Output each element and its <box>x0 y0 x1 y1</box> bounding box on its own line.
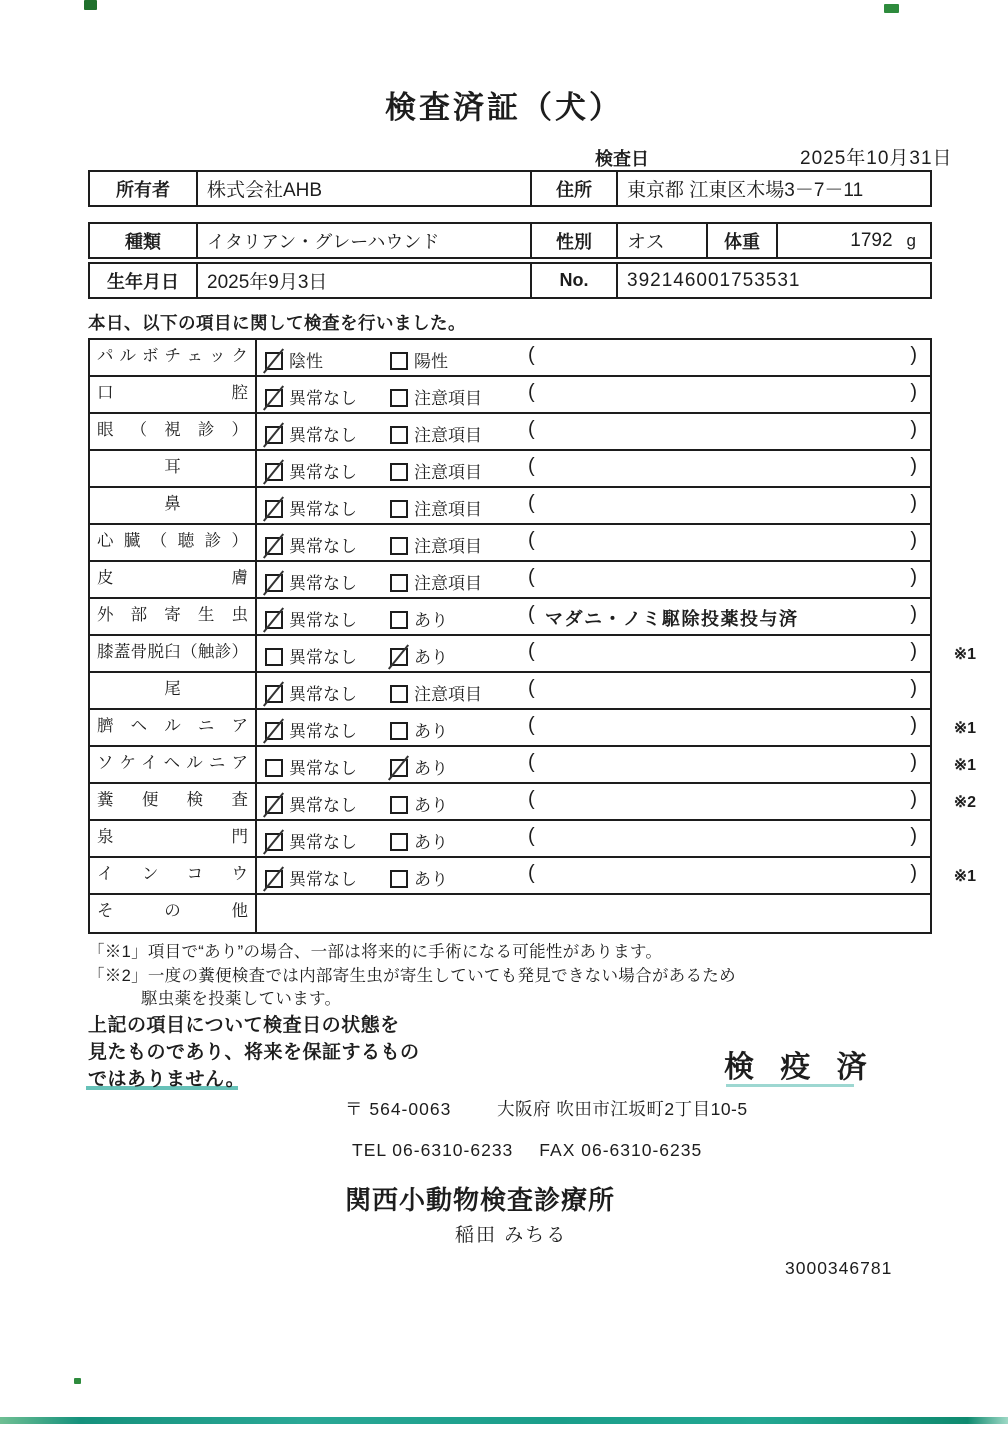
weight-label: 体重 <box>708 224 778 257</box>
option-positive <box>390 569 482 594</box>
checkbox-icon <box>390 500 408 518</box>
option-negative <box>265 791 357 816</box>
scan-artifact-bottom-left <box>74 1378 81 1384</box>
option-label: 異常なし <box>289 685 357 704</box>
option-negative <box>265 347 323 372</box>
paren-open: ( <box>528 529 535 551</box>
inspection-row <box>90 599 930 636</box>
clinic-address: 大阪府 吹田市江坂町2丁目10-5 <box>497 1099 748 1119</box>
no-label: No. <box>532 264 618 297</box>
option-label: 異常なし <box>289 574 357 593</box>
inspection-item-label: 眼（視診） <box>90 414 257 449</box>
row-remark: ※1 <box>953 757 976 774</box>
inspection-row <box>90 673 930 710</box>
checkbox-icon <box>265 463 283 481</box>
scan-artifact-bottom-line <box>0 1417 1008 1424</box>
inspection-item-label: 皮膚 <box>90 562 257 597</box>
paren-open: ( <box>528 677 535 699</box>
row-remark: ※1 <box>953 720 976 737</box>
paren-open: ( <box>528 381 535 403</box>
option-label: 異常なし <box>289 722 357 741</box>
checkbox-icon <box>390 389 408 407</box>
option-label: あり <box>414 833 448 852</box>
inspection-item-label: インコウ <box>90 858 257 893</box>
option-label: 注意項目 <box>414 685 482 704</box>
option-label: 注意項目 <box>414 574 482 593</box>
checkbox-icon <box>265 389 283 407</box>
option-label: 異常なし <box>289 648 357 667</box>
option-negative <box>265 569 357 594</box>
option-negative <box>265 680 357 705</box>
inspection-row <box>90 895 930 932</box>
pet-table-row2 <box>88 262 932 299</box>
inspection-row <box>90 525 930 562</box>
inspection-item-label: 泉門 <box>90 821 257 856</box>
inspection-item-content <box>257 451 930 486</box>
option-label: あり <box>414 759 448 778</box>
inspection-item-label: 外部寄生虫 <box>90 599 257 634</box>
option-positive <box>390 828 448 853</box>
option-label: 異常なし <box>289 833 357 852</box>
breed-label: 種類 <box>90 224 198 257</box>
checkbox-icon <box>390 833 408 851</box>
checkbox-icon <box>390 537 408 555</box>
inspection-item-content <box>257 858 930 893</box>
disclaimer-line1: 上記の項目について検査日の状態を <box>88 1015 400 1036</box>
option-label: 注意項目 <box>414 426 482 445</box>
inspection-item-label: 口腔 <box>90 377 257 412</box>
option-label: あり <box>414 870 448 889</box>
option-positive <box>390 643 448 668</box>
checkbox-icon <box>265 574 283 592</box>
scan-artifact-top-left <box>84 0 97 10</box>
option-negative <box>265 865 357 890</box>
paren-close: ) <box>910 677 917 699</box>
checkbox-icon <box>390 648 408 666</box>
option-negative <box>265 458 357 483</box>
inspection-row <box>90 858 976 895</box>
inspection-item-content <box>257 525 930 560</box>
paren-open: ( <box>528 344 535 366</box>
inspection-date-label: 検査日 <box>595 149 649 169</box>
inspection-row <box>90 414 930 451</box>
option-label: 異常なし <box>289 463 357 482</box>
inspection-row <box>90 747 976 784</box>
option-label: 注意項目 <box>414 537 482 556</box>
inspection-item-content <box>257 710 930 745</box>
option-label: 陽性 <box>414 352 448 371</box>
inspection-item-content <box>257 562 930 597</box>
weight-value: 1792 <box>850 229 893 251</box>
checkbox-icon <box>265 426 283 444</box>
option-label: 注意項目 <box>414 389 482 408</box>
inspection-note: マダニ・ノミ駆除投薬投与済 <box>545 609 799 629</box>
paren-open: ( <box>528 714 535 736</box>
paren-open: ( <box>528 751 535 773</box>
inspection-item-content <box>257 821 930 856</box>
clinic-postal-code: 〒 564-0063 <box>345 1099 452 1119</box>
inspection-item-label: 尾 <box>90 673 257 708</box>
row-remark: ※1 <box>953 646 976 663</box>
option-label: あり <box>414 648 448 667</box>
option-label: あり <box>414 611 448 630</box>
inspection-row <box>90 562 930 599</box>
paren-close: ) <box>910 566 917 588</box>
paren-close: ) <box>910 640 917 662</box>
owner-label: 所有者 <box>90 172 198 205</box>
footnote-1: 「※1」項目で“あり”の場合、一部は将来的に手術になる可能性があります。 <box>88 943 663 961</box>
inspection-item-label: 鼻 <box>90 488 257 523</box>
inspection-item-label: 糞便検査 <box>90 784 257 819</box>
option-negative <box>265 717 357 742</box>
option-negative <box>265 606 357 631</box>
checkbox-icon <box>390 611 408 629</box>
option-negative <box>265 532 357 557</box>
weight-unit: g <box>906 230 916 250</box>
weight-cell <box>778 224 930 257</box>
inspection-item-content <box>257 599 930 634</box>
paren-close: ) <box>910 862 917 884</box>
sex-label: 性別 <box>532 224 618 257</box>
checkbox-icon <box>265 759 283 777</box>
option-label: 異常なし <box>289 537 357 556</box>
option-label: 異常なし <box>289 500 357 519</box>
inspection-item-content <box>257 340 930 375</box>
paren-close: ) <box>910 455 917 477</box>
clinic-tel: TEL 06-6310-6233 <box>352 1140 514 1160</box>
checkbox-icon <box>265 352 283 370</box>
paren-close: ) <box>910 492 917 514</box>
option-positive <box>390 606 448 631</box>
option-label: 注意項目 <box>414 500 482 519</box>
disclaimer-line2: 見たものであり、将来を保証するもの <box>88 1042 420 1063</box>
paren-close: ) <box>910 751 917 773</box>
option-negative <box>265 643 357 668</box>
inspection-item-content <box>257 747 930 782</box>
option-positive <box>390 384 482 409</box>
checkbox-icon <box>265 722 283 740</box>
inspection-row <box>90 710 976 747</box>
owner-value: 株式会社AHB <box>198 172 532 205</box>
paren-open: ( <box>528 418 535 440</box>
inspection-row <box>90 377 930 414</box>
checkbox-icon <box>265 500 283 518</box>
option-label: 陰性 <box>289 352 323 371</box>
inspection-item-label: 耳 <box>90 451 257 486</box>
checkbox-icon <box>390 574 408 592</box>
footnote-2-line1: 「※2」一度の糞便検査では内部寄生虫が寄生していても発見できない場合があるため <box>88 967 736 985</box>
veterinarian-name: 稲田 みちる <box>455 1225 568 1246</box>
option-label: 注意項目 <box>414 463 482 482</box>
clinic-name: 関西小動物検査診療所 <box>345 1185 616 1215</box>
checkbox-icon <box>265 537 283 555</box>
pet-table-row1 <box>88 222 932 259</box>
inspection-item-content <box>257 636 930 671</box>
checkbox-icon <box>390 463 408 481</box>
inspection-item-content <box>257 414 930 449</box>
option-positive <box>390 791 448 816</box>
option-label: 異常なし <box>289 796 357 815</box>
checkbox-icon <box>390 870 408 888</box>
option-positive <box>390 347 448 372</box>
paren-open: ( <box>528 603 535 625</box>
row-remark: ※2 <box>953 794 976 811</box>
disclaimer-text <box>88 1012 420 1093</box>
checkbox-icon <box>265 685 283 703</box>
paren-close: ) <box>910 825 917 847</box>
inspection-item-label: ソケイヘルニア <box>90 747 257 782</box>
inspection-date-value: 2025年10月31日 <box>800 148 953 169</box>
option-label: 異常なし <box>289 389 357 408</box>
paren-close: ) <box>910 714 917 736</box>
option-label: 異常なし <box>289 870 357 889</box>
option-positive <box>390 717 448 742</box>
clinic-fax: FAX 06-6310-6235 <box>539 1140 703 1160</box>
owner-table <box>88 170 932 207</box>
inspection-row <box>90 488 930 525</box>
option-negative <box>265 421 357 446</box>
breed-value: イタリアン・グレーハウンド <box>198 224 532 257</box>
paren-open: ( <box>528 825 535 847</box>
option-label: あり <box>414 796 448 815</box>
row-remark: ※1 <box>953 868 976 885</box>
inspection-item-label: その他 <box>90 895 257 932</box>
paren-close: ) <box>910 418 917 440</box>
checkbox-icon <box>390 685 408 703</box>
checkbox-icon <box>265 870 283 888</box>
paren-open: ( <box>528 492 535 514</box>
paren-open: ( <box>528 455 535 477</box>
option-label: 異常なし <box>289 611 357 630</box>
inspection-item-label: 膝蓋骨脱臼（触診） <box>90 636 257 671</box>
option-positive <box>390 495 482 520</box>
paren-open: ( <box>528 788 535 810</box>
inspection-table-body <box>88 338 976 934</box>
checkbox-icon <box>390 759 408 777</box>
footnote-2-line2: 駆虫薬を投薬しています。 <box>141 990 342 1008</box>
option-positive <box>390 532 482 557</box>
paren-close: ) <box>910 344 917 366</box>
inspection-row <box>90 784 976 821</box>
inspection-row <box>90 340 930 377</box>
inspection-item-label: パルボチェック <box>90 340 257 375</box>
paren-close: ) <box>910 381 917 403</box>
no-value: 392146001753531 <box>627 269 801 291</box>
sex-value: オス <box>618 224 708 257</box>
inspection-row <box>90 821 930 858</box>
checkbox-icon <box>265 796 283 814</box>
inspection-item-content <box>257 377 930 412</box>
option-positive <box>390 754 448 779</box>
checkbox-icon <box>265 611 283 629</box>
scan-artifact-top-right <box>884 4 899 13</box>
paren-close: ) <box>910 529 917 551</box>
disclaimer-line3: ではありません。 <box>88 1069 246 1090</box>
address-value: 東京都 江東区木場3－7－11 <box>627 180 864 201</box>
checkbox-icon <box>390 722 408 740</box>
option-positive <box>390 865 448 890</box>
clinic-telfax <box>352 1140 702 1161</box>
paren-open: ( <box>528 566 535 588</box>
option-positive <box>390 680 482 705</box>
inspection-item-content <box>257 895 930 932</box>
option-label: 異常なし <box>289 759 357 778</box>
option-label: あり <box>414 722 448 741</box>
option-label: 異常なし <box>289 426 357 445</box>
option-positive <box>390 458 482 483</box>
option-negative <box>265 754 357 779</box>
birthdate-label: 生年月日 <box>90 264 198 297</box>
intro-text: 本日、以下の項目に関して検査を行いました。 <box>88 313 466 333</box>
option-negative <box>265 384 357 409</box>
inspection-row <box>90 636 976 673</box>
option-negative <box>265 828 357 853</box>
checkbox-icon <box>265 833 283 851</box>
checkbox-icon <box>390 426 408 444</box>
inspection-item-content <box>257 784 930 819</box>
page-title: 検査済証（犬） <box>385 90 623 125</box>
birthdate-value: 2025年9月3日 <box>198 264 532 297</box>
paren-close: ) <box>910 603 917 625</box>
address-label: 住所 <box>532 172 618 205</box>
inspection-row <box>90 451 930 488</box>
checkbox-icon <box>390 796 408 814</box>
paren-close: ) <box>910 788 917 810</box>
checkbox-icon <box>390 352 408 370</box>
paren-open: ( <box>528 862 535 884</box>
inspection-item-content <box>257 488 930 523</box>
inspection-item-content <box>257 673 930 708</box>
inspection-item-label: 心臓（聴診） <box>90 525 257 560</box>
option-positive <box>390 421 482 446</box>
checkbox-icon <box>265 648 283 666</box>
inspection-item-label: 臍ヘルニア <box>90 710 257 745</box>
option-negative <box>265 495 357 520</box>
paren-open: ( <box>528 640 535 662</box>
quarantine-stamp: 検 疫 済 <box>724 1051 876 1084</box>
serial-number: 3000346781 <box>785 1258 893 1278</box>
